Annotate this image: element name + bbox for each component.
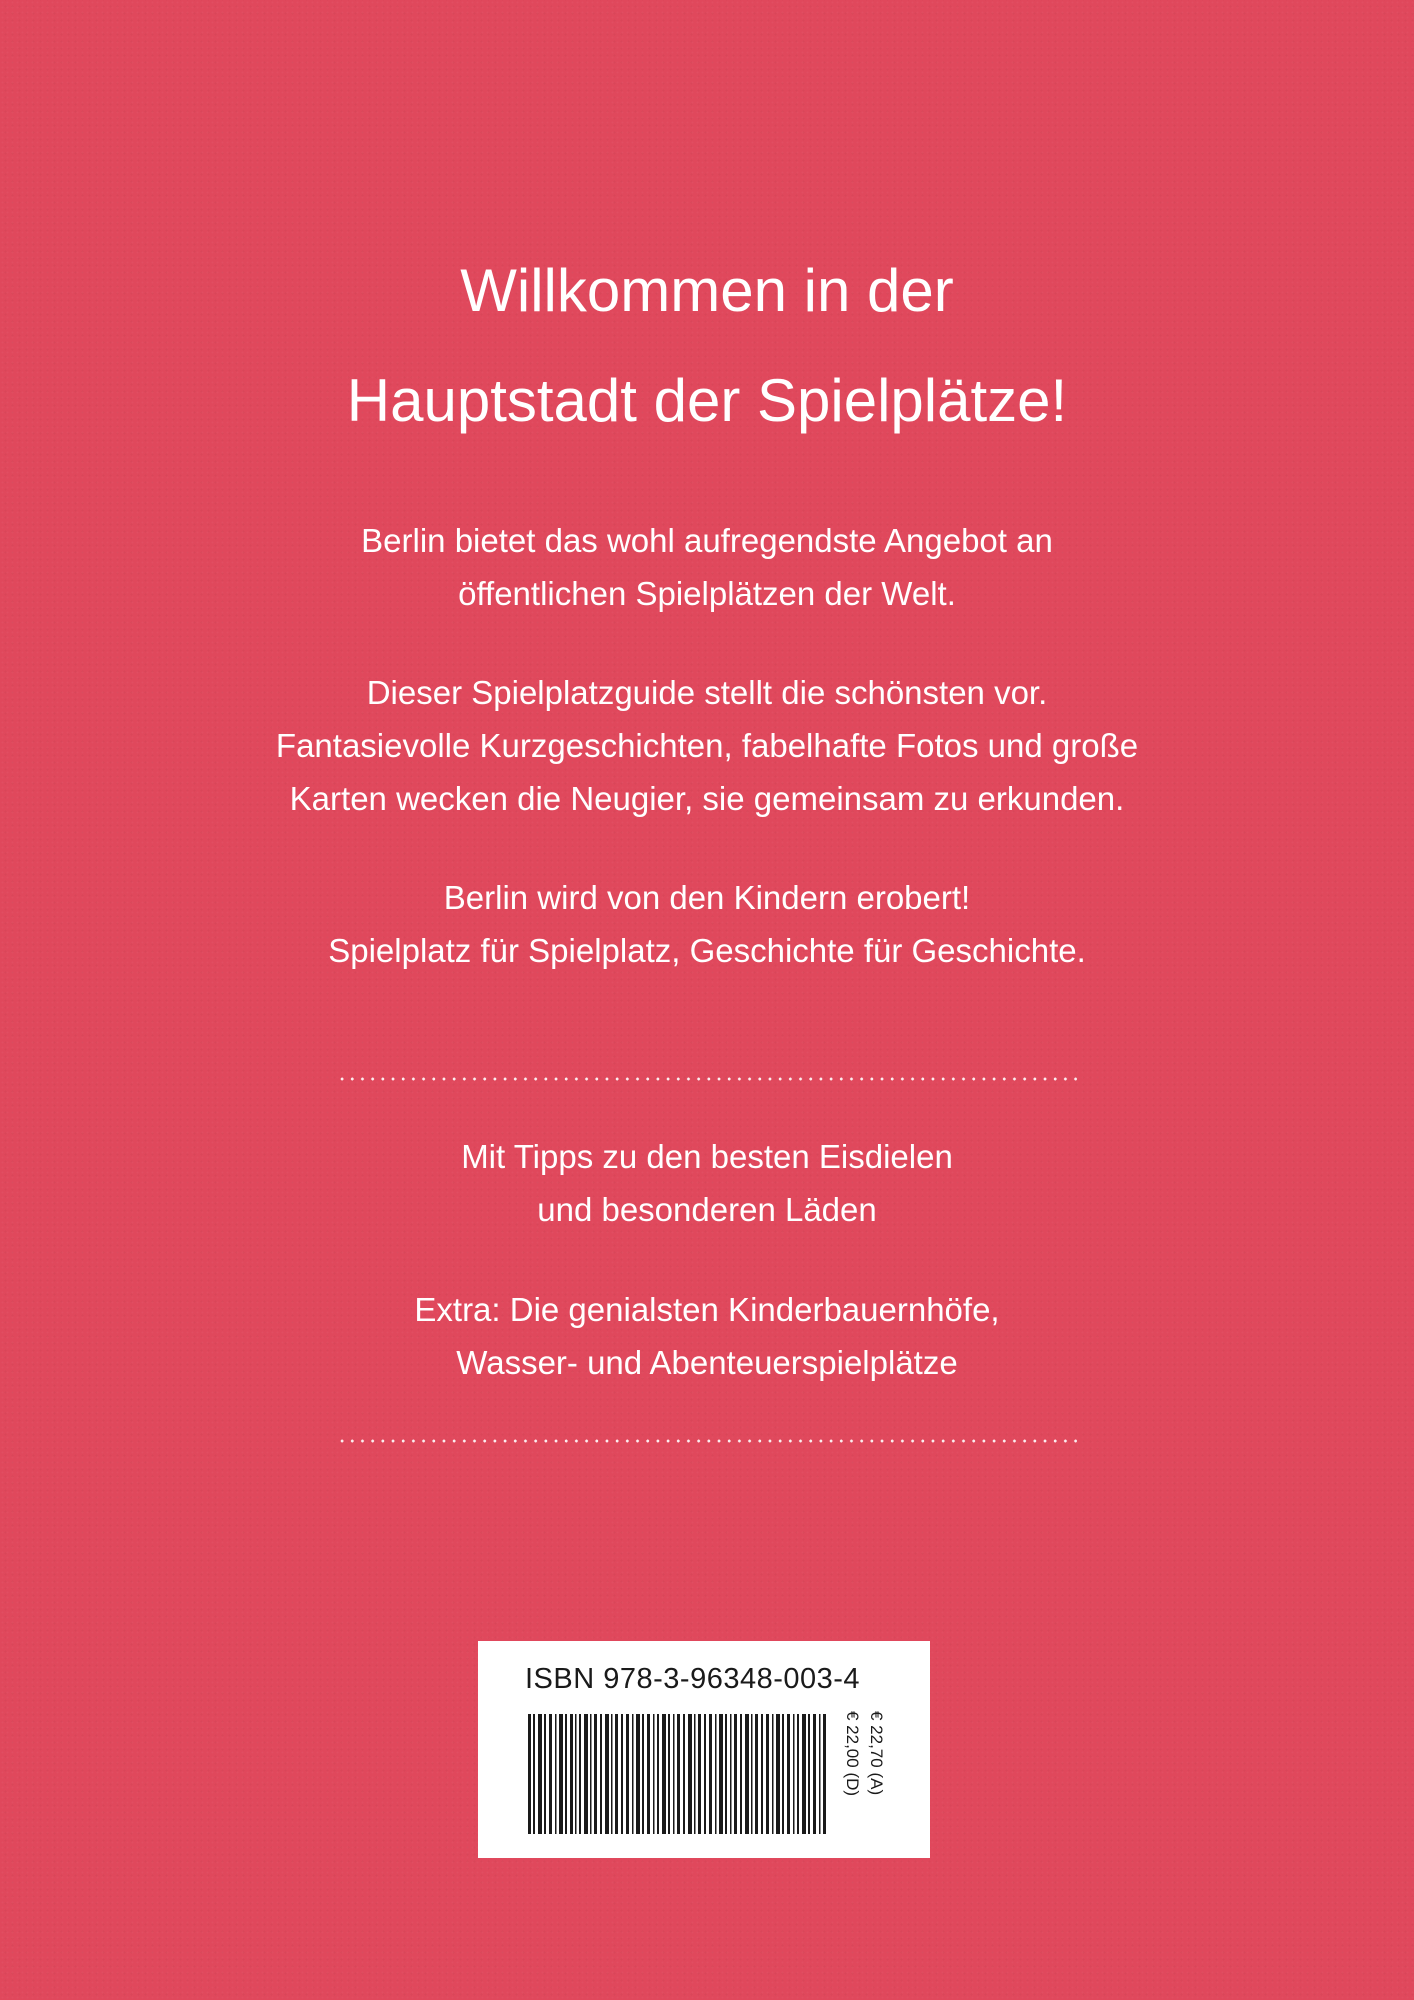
tips-line-1: Mit Tipps zu den besten Eisdielen bbox=[461, 1138, 953, 1175]
extra-paragraph bbox=[0, 1283, 1414, 1389]
intro-paragraph bbox=[0, 514, 1414, 620]
price-germany: € 22,00 (D) bbox=[843, 1711, 862, 1797]
barcode-label bbox=[478, 1641, 930, 1858]
price-block bbox=[843, 1711, 921, 1837]
dotted-divider-bottom bbox=[337, 1439, 1077, 1443]
price-austria: € 22,70 (A) bbox=[867, 1711, 886, 1796]
guide-line-1: Dieser Spielplatzguide stellt die schönsten vor. bbox=[366, 674, 1048, 711]
extra-line-2: Wasser- und Abenteuerspielplätze bbox=[456, 1344, 958, 1381]
tips-paragraph bbox=[0, 1130, 1414, 1236]
conquest-line-2: Spielplatz für Spielplatz, Geschichte für Geschichte. bbox=[328, 932, 1086, 969]
conquest-paragraph bbox=[0, 871, 1414, 977]
dotted-divider-top bbox=[337, 1077, 1077, 1081]
tips-line-2: und besonderen Läden bbox=[537, 1191, 877, 1228]
isbn-number: ISBN 978-3-96348-003-4 bbox=[525, 1663, 861, 1695]
guide-line-2: Fantasievolle Kurzgeschichten, fabelhafte Fotos und große bbox=[275, 727, 1139, 764]
guide-line-3: Karten wecken die Neugier, sie gemeinsam zu erkunden. bbox=[289, 780, 1125, 817]
headline-line-2: Hauptstadt der Spielplätze! bbox=[346, 367, 1068, 434]
intro-line-2: öffentlichen Spielplätzen der Welt. bbox=[458, 575, 956, 612]
headline bbox=[0, 236, 1414, 456]
intro-line-1: Berlin bietet das wohl aufregendste Angebot an bbox=[361, 522, 1053, 559]
barcode-icon bbox=[528, 1714, 828, 1834]
headline-line-1: Willkommen in der bbox=[460, 257, 954, 324]
extra-line-1: Extra: Die genialsten Kinderbauernhöfe, bbox=[414, 1291, 1000, 1328]
conquest-line-1: Berlin wird von den Kindern erobert! bbox=[443, 879, 971, 916]
guide-paragraph bbox=[0, 666, 1414, 825]
